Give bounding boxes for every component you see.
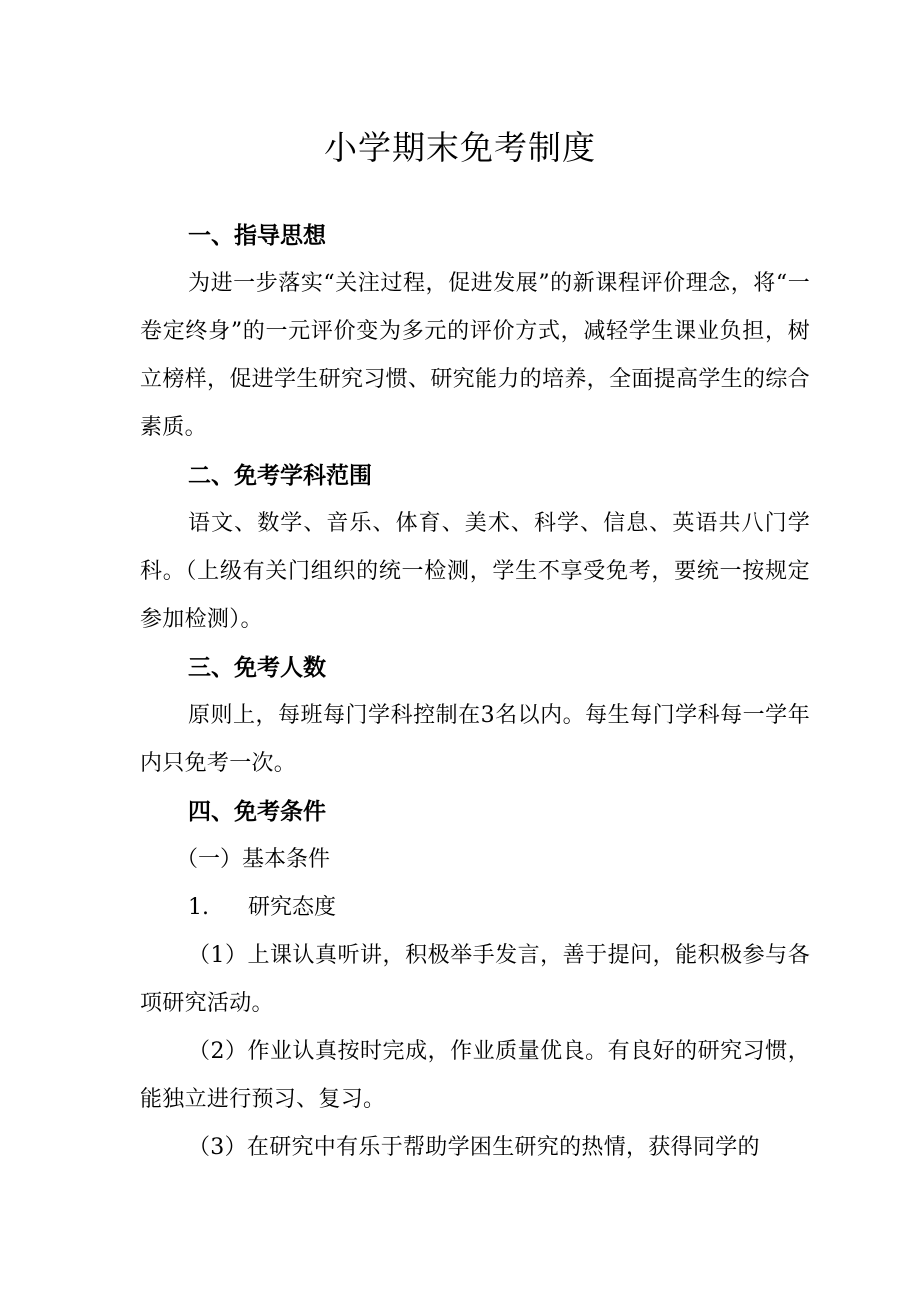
- item-number: 1.: [188, 895, 209, 920]
- section-heading-subject-scope: 二、免考学科范围: [188, 463, 372, 489]
- condition-paragraph-2: （2）作业认真按时完成，作业质量优良。有良好的研究习惯，能独立进行预习、复习。: [140, 1039, 810, 1112]
- item-label: 研究态度: [248, 895, 337, 920]
- section-paragraph-subject-scope: 语文、数学、音乐、体育、美术、科学、信息、英语共八门学科。（上级有关门组织的统一检测，学生不享受免考，要统一按规定参加检测）。: [140, 511, 810, 632]
- condition-paragraph-3: （3）在研究中有乐于帮助学困生研究的热情，获得同学的: [188, 1135, 760, 1160]
- section-paragraph-exempt-count: 原则上，每班每门学科控制在3名以内。每生每门学科每一学年内只免考一次。: [140, 703, 810, 776]
- section-heading-guiding-idea: 一、指导思想: [188, 223, 326, 249]
- section-paragraph-guiding-idea: 为进一步落实“关注过程，促进发展”的新课程评价理念，将“一卷定终身”的一元评价变为多元的评价方式，减轻学生课业负担，树立榜样，促进学生研究习惯、研究能力的培养，全面提高学生的综合素质。: [140, 271, 810, 440]
- condition-paragraph-1: （1）上课认真听讲，积极举手发言，善于提问，能积极参与各项研究活动。: [140, 943, 810, 1016]
- section-heading-exempt-count: 三、免考人数: [188, 655, 326, 681]
- numbered-item-study-attitude: [188, 884, 810, 932]
- document-title: 小学期末免考制度: [324, 128, 596, 167]
- document-body: [140, 212, 810, 1172]
- subsection-basic-conditions: （一）基本条件: [176, 847, 331, 872]
- section-heading-exempt-conditions: 四、免考条件: [188, 799, 326, 825]
